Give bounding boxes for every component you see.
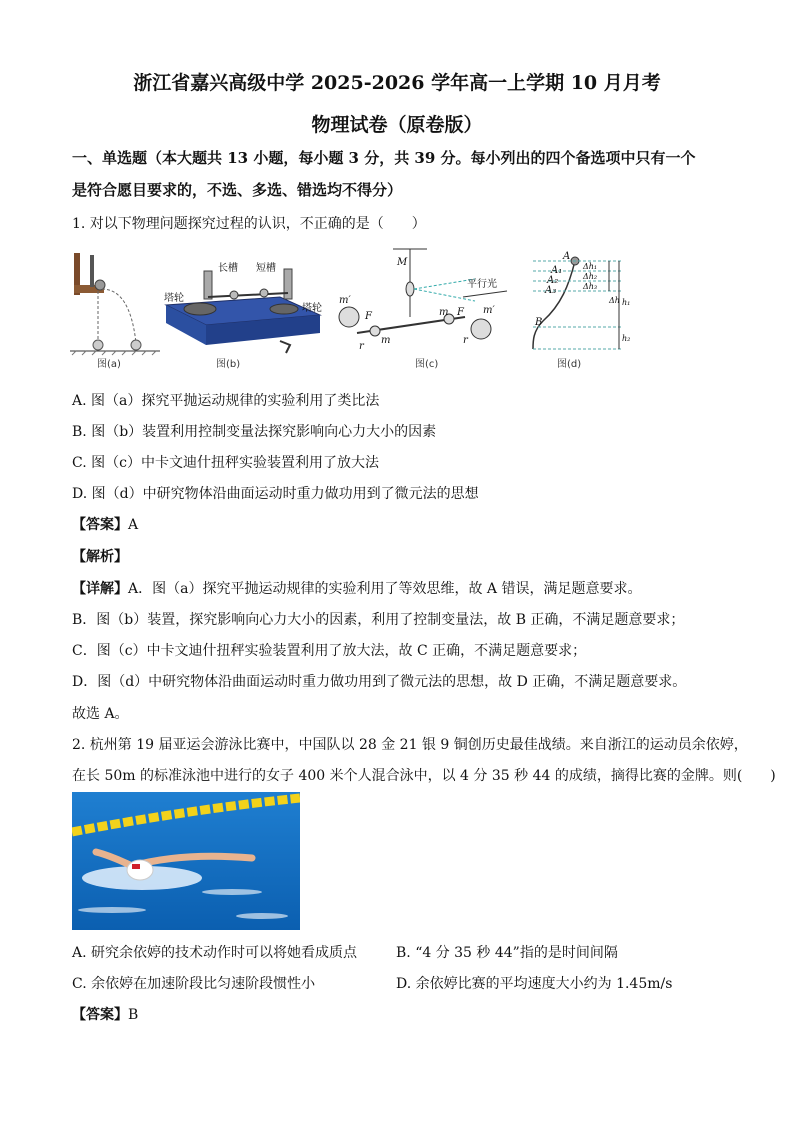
q1-answer-value: A bbox=[128, 517, 139, 533]
fig-a-rod bbox=[90, 255, 94, 287]
fig-d-label-B: B bbox=[535, 317, 543, 328]
fig-c-light-1 bbox=[414, 289, 475, 301]
fig-d-label-A1: A₁ bbox=[551, 265, 563, 276]
fig-d-label-h1: h₁ bbox=[622, 298, 631, 307]
fig-c-label-F-right: F bbox=[457, 307, 464, 318]
section-heading-line1: 一、单选题（本大题共 13 小题，每小题 3 分，共 39 分。每小列出的四个备选项中只有一个 bbox=[72, 149, 696, 167]
fig-c-mirror bbox=[406, 282, 414, 296]
q1-conclusion: 故选 A。 bbox=[72, 706, 129, 722]
fig-d-label-dh: Δh bbox=[609, 296, 620, 305]
fig-c-label-m-right: m bbox=[439, 307, 449, 318]
fig-c-label-parallel-light: 平行光 bbox=[467, 279, 497, 290]
fig-d-label-dh3: Δh₃ bbox=[583, 282, 598, 291]
swimmer-photo-cap bbox=[127, 860, 153, 880]
fig-b-ball-1 bbox=[230, 291, 238, 299]
figure-c bbox=[335, 245, 510, 375]
q2-answer-label: 【答案】 bbox=[72, 1007, 128, 1023]
fig-a-ball-right bbox=[131, 340, 141, 350]
fig-b-slot bbox=[208, 293, 288, 297]
fig-c-big-ball-left bbox=[339, 307, 359, 327]
fig-d-label-h2: h₂ bbox=[622, 334, 631, 343]
section-heading bbox=[72, 142, 732, 206]
fig-b-tower-wheel-left bbox=[184, 303, 216, 315]
fig-b-caption: 图(b) bbox=[216, 359, 241, 370]
q1-analysis-label: 【解析】 bbox=[72, 549, 128, 565]
q2-stem-line2: 在长 50m 的标准泳池中进行的女子 400 米个人混合泳中，以 4 分 35 秒 44 的成绩，摘得比赛的金牌。则( ) bbox=[72, 768, 776, 784]
fig-d-label-dh2: Δh₂ bbox=[583, 272, 598, 281]
q1-detail-2: B．图（b）装置，探究影响向心力大小的因素，利用了控制变量法，故 B 正确，不满足题意要求； bbox=[72, 612, 685, 628]
figure-d bbox=[525, 245, 635, 375]
fig-b-ball-2 bbox=[260, 289, 268, 297]
fig-a-ball-left bbox=[93, 340, 103, 350]
fig-b-sleeve-left bbox=[204, 271, 212, 299]
fig-c-label-r-left: r bbox=[359, 341, 364, 352]
fig-c-label-M: M bbox=[397, 257, 408, 268]
q2-option-b: B. “4 分 35 秒 44”指的是时间间隔 bbox=[396, 945, 618, 961]
fig-a-hatch bbox=[72, 351, 156, 355]
q2-option-a: A. 研究余依婷的技术动作时可以将她看成质点 bbox=[72, 945, 358, 961]
section-heading-line2: 是符合愿目要求的，不选、多选、错选均不得分） bbox=[72, 181, 403, 199]
fig-d-caption: 图(d) bbox=[557, 359, 582, 370]
q2-answer bbox=[72, 1004, 138, 1024]
q1-option-c: C. 图（c）中卡文迪什扭秤实验装置利用了放大法 bbox=[72, 455, 379, 471]
fig-d-label-A2: A₂ bbox=[547, 275, 559, 286]
q1-option-a: A. 图（a）探究平抛运动规律的实验利用了类比法 bbox=[72, 393, 380, 409]
fig-a-caption: 图(a) bbox=[97, 359, 121, 370]
q1-detail-text-1: A．图（a）探究平抛运动规律的实验利用了等效思维，故 A 错误，满足题意要求。 bbox=[128, 581, 642, 597]
fig-c-label-m-prime-right: m′ bbox=[483, 305, 495, 316]
q2-answer-value: B bbox=[128, 1007, 139, 1023]
figure-a bbox=[70, 245, 160, 375]
fig-c-label-F-left: F bbox=[365, 311, 372, 322]
q1-answer-label: 【答案】 bbox=[72, 517, 128, 533]
page-subtitle: 物理试卷（原卷版） bbox=[311, 114, 483, 136]
fig-b-crank bbox=[280, 341, 290, 353]
swimmer-photo bbox=[72, 792, 300, 930]
fig-a-trajectory bbox=[102, 289, 136, 343]
fig-c-light-2 bbox=[414, 279, 475, 289]
fig-b-tower-wheel-right bbox=[270, 304, 298, 314]
fig-b-label-short-slot: 短槽 bbox=[256, 263, 276, 274]
fig-c-label-m-prime-left: m′ bbox=[339, 295, 351, 306]
q1-answer bbox=[72, 514, 138, 534]
q1-detail-label: 【详解】 bbox=[72, 581, 128, 597]
q1-detail-3: C．图（c）中卡文迪什扭秤实验装置利用了放大法，故 C 正确，不满足题意要求； bbox=[72, 643, 587, 659]
q2-stem-line1: 2. 杭州第 19 届亚运会游泳比赛中，中国队以 28 金 21 银 9 铜创历史最佳战绩。来自浙江的运动员余依婷， bbox=[72, 737, 748, 753]
q1-stem: 1. 对以下物理问题探究过程的认识，不正确的是（ ） bbox=[72, 216, 426, 232]
swimmer-photo-flag-icon bbox=[132, 864, 140, 869]
fig-c-label-m-left: m bbox=[381, 335, 391, 346]
fig-d-label-A: A bbox=[563, 251, 571, 262]
fig-d-label-A3: A₃ bbox=[545, 285, 557, 296]
fig-c-scale bbox=[463, 291, 507, 297]
fig-d-label-dh1: Δh₁ bbox=[583, 262, 598, 271]
fig-c-caption: 图(c) bbox=[415, 359, 439, 370]
q2-option-d: D. 余依婷比赛的平均速度大小约为 1.45m/s bbox=[396, 976, 673, 992]
page-title: 浙江省嘉兴高级中学 2025-2026 学年高一上学期 10 月月考 bbox=[133, 72, 661, 94]
fig-b-label-long-slot: 长槽 bbox=[218, 263, 238, 274]
fig-b-sleeve-right bbox=[284, 269, 292, 299]
q2-option-c: C. 余依婷在加速阶段比匀速阶段惯性小 bbox=[72, 976, 316, 992]
fig-c-big-ball-right bbox=[471, 319, 491, 339]
fig-c-label-r-right: r bbox=[463, 335, 468, 346]
fig-b-label-tower-left: 塔轮 bbox=[164, 293, 184, 304]
q1-option-b: B. 图（b）装置利用控制变量法探究影响向心力大小的因素 bbox=[72, 424, 437, 440]
q1-option-d: D. 图（d）中研究物体沿曲面运动时重力做功用到了微元法的思想 bbox=[72, 486, 479, 502]
q1-detail-4: D．图（d）中研究物体沿曲面运动时重力做功用到了微元法的思想，故 D 正确，不满足题意要求。 bbox=[72, 674, 687, 690]
q1-detail-1 bbox=[72, 578, 641, 598]
fig-a-ball-top bbox=[95, 280, 105, 290]
figure-b bbox=[160, 245, 330, 375]
fig-b-label-tower-right: 塔轮 bbox=[302, 303, 322, 314]
fig-c-small-ball-left bbox=[370, 326, 380, 336]
